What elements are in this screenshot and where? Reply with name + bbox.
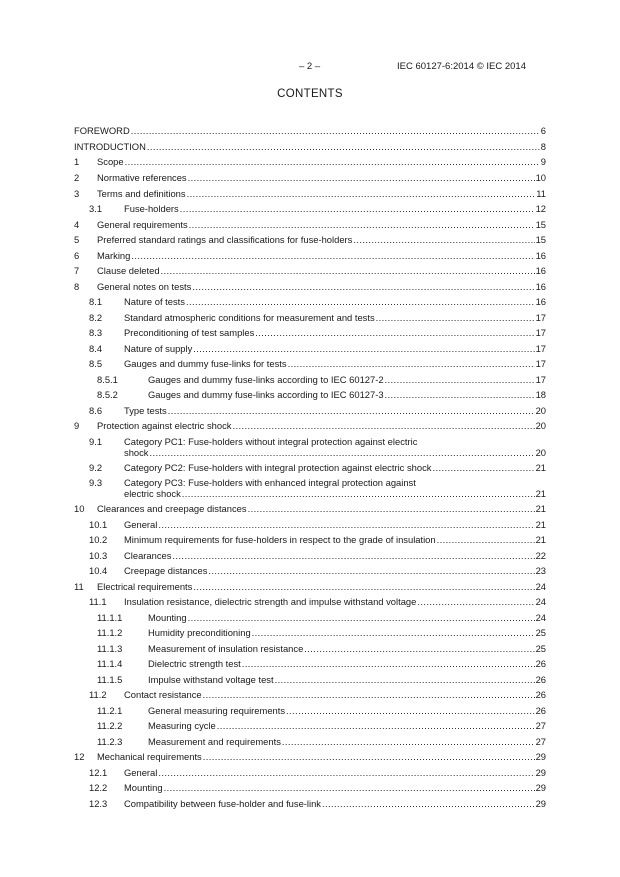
dot-leader (131, 250, 534, 261)
toc-entry-title: General (124, 767, 158, 778)
toc-entry-number: 6 (74, 250, 80, 261)
toc-entry[interactable] (0, 141, 620, 157)
toc-entry-page: 15 (535, 234, 546, 245)
toc-entry[interactable] (0, 203, 620, 219)
toc-entry-number: 11 (74, 581, 84, 592)
toc-entry[interactable] (0, 720, 620, 736)
toc-entry-page: 17 (535, 343, 546, 354)
standard-reference-header: IEC 60127-6:2014 © IEC 2014 (397, 61, 527, 72)
toc-entry-page: 27 (535, 720, 546, 731)
toc-entry-page: 29 (535, 767, 546, 778)
toc-entry-title-continued: shock (124, 447, 149, 458)
dot-leader (187, 188, 536, 199)
dot-leader (304, 643, 534, 654)
dot-leader (189, 219, 535, 230)
toc-entry[interactable] (0, 343, 620, 359)
dot-leader (164, 782, 535, 793)
toc-entry[interactable] (0, 420, 620, 436)
dot-leader (188, 612, 535, 623)
dot-leader (192, 281, 534, 292)
dot-leader (168, 405, 535, 416)
toc-entry[interactable] (0, 550, 620, 566)
toc-entry-page: 17 (535, 358, 546, 369)
toc-entry-page: 21 (535, 519, 546, 530)
dot-leader (158, 767, 534, 778)
toc-entry-page: 24 (535, 612, 546, 623)
toc-entry-number: 9 (74, 420, 80, 431)
toc-entry[interactable] (0, 327, 620, 343)
toc-entry-number: 9.1 (89, 436, 103, 447)
toc-entry-title: Nature of supply (124, 343, 193, 354)
dot-leader (255, 327, 534, 338)
toc-entry-page: 17 (535, 327, 546, 338)
dot-leader (353, 234, 534, 245)
toc-entry-page: 29 (535, 751, 546, 762)
toc-entry-page: 21 (535, 503, 546, 514)
toc-entry[interactable] (0, 374, 620, 390)
toc-entry[interactable] (0, 767, 620, 783)
dot-leader (417, 596, 534, 607)
toc-entry-number: 9.2 (89, 462, 103, 473)
toc-entry-title: Measurement and requirements (148, 736, 281, 747)
toc-entry-title: Gauges and dummy fuse-links for tests (124, 358, 287, 369)
toc-entry-title: Fuse-holders (124, 203, 179, 214)
toc-entry-page: 27 (535, 736, 546, 747)
toc-entry-page: 21 (535, 488, 546, 499)
toc-entry-title: General notes on tests (97, 281, 192, 292)
dot-leader (172, 550, 534, 561)
dot-leader (385, 374, 535, 385)
toc-entry-page: 17 (535, 374, 546, 385)
toc-entry-title: Mounting (148, 612, 187, 623)
toc-entry[interactable] (0, 751, 620, 767)
toc-entry-title: Dielectric strength test (148, 658, 241, 669)
toc-entry-number: 3.1 (89, 203, 103, 214)
toc-entry-number: 8.5 (89, 358, 103, 369)
toc-entry-number: 2 (74, 172, 80, 183)
toc-entry-title: Clause deleted (97, 265, 160, 276)
dot-leader (376, 312, 535, 323)
toc-entry-page: 20 (535, 447, 546, 458)
toc-entry-page: 25 (535, 643, 546, 654)
toc-entry-page: 12 (535, 203, 546, 214)
toc-entry-title: Insulation resistance, dielectric strength and impulse withstand voltage (124, 596, 417, 607)
toc-entry-number: 7 (74, 265, 80, 276)
toc-entry-number: 11.1.4 (97, 658, 123, 669)
toc-entry-title: General requirements (97, 219, 188, 230)
toc-entry-number: 10.2 (89, 534, 108, 545)
toc-entry-number: 4 (74, 219, 80, 230)
toc-entry-number: 8.1 (89, 296, 103, 307)
toc-entry-number: 3 (74, 188, 80, 199)
toc-entry-title: Contact resistance (124, 689, 202, 700)
dot-leader (161, 265, 535, 276)
toc-entry[interactable] (0, 565, 620, 581)
dot-leader (232, 420, 534, 431)
toc-entry-title: Mounting (124, 782, 163, 793)
toc-entry-title: Nature of tests (124, 296, 185, 307)
toc-entry-page: 15 (535, 219, 546, 230)
toc-entry-number: 8.6 (89, 405, 103, 416)
toc-entry[interactable] (0, 782, 620, 798)
toc-entry-number: 8.3 (89, 327, 103, 338)
toc-entry-title: Marking (97, 250, 131, 261)
dot-leader (193, 581, 534, 592)
dot-leader (322, 798, 535, 809)
toc-entry-page: 8 (540, 141, 546, 152)
toc-entry-number: 12.2 (89, 782, 108, 793)
toc-entry-number: 11.2.1 (97, 705, 123, 716)
toc-entry-number: 1 (74, 156, 80, 167)
toc-entry-title: Preferred standard ratings and classifications for fuse-holders (97, 234, 353, 245)
toc-entry-number: 12 (74, 751, 85, 762)
toc-entry-page: 25 (535, 627, 546, 638)
toc-entry[interactable] (0, 477, 620, 505)
toc-entry-number: 8.5.1 (97, 374, 118, 385)
toc-entry[interactable] (0, 234, 620, 250)
toc-entry-number: 8.4 (89, 343, 103, 354)
toc-entry[interactable] (0, 581, 620, 597)
toc-entry[interactable] (0, 405, 620, 421)
dot-leader (186, 296, 535, 307)
toc-entry[interactable] (0, 689, 620, 705)
toc-entry-title: Category PC3: Fuse-holders with enhanced integral protection against (124, 477, 416, 488)
toc-entry-title: Preconditioning of test samples (124, 327, 255, 338)
toc-entry-title: Gauges and dummy fuse-links according to IEC 60127-2 (148, 374, 384, 385)
dot-leader (385, 389, 535, 400)
toc-entry[interactable] (0, 312, 620, 328)
dot-leader (217, 720, 535, 731)
toc-entry[interactable] (0, 172, 620, 188)
toc-entry[interactable] (0, 534, 620, 550)
toc-entry[interactable] (0, 612, 620, 628)
toc-entry-title: Scope (97, 156, 124, 167)
toc-entry[interactable] (0, 265, 620, 281)
toc-entry-page: 22 (535, 550, 546, 561)
toc-entry[interactable] (0, 596, 620, 612)
dot-leader (286, 705, 535, 716)
toc-entry-page: 11 (536, 188, 546, 199)
dot-leader (203, 689, 535, 700)
toc-entry-number: 12.3 (89, 798, 108, 809)
dot-leader (150, 447, 535, 458)
dot-leader (432, 462, 534, 473)
toc-entry-title: Impulse withstand voltage test (148, 674, 274, 685)
toc-entry[interactable] (0, 643, 620, 659)
dot-leader (158, 519, 534, 530)
toc-entry[interactable] (0, 519, 620, 535)
toc-entry-number: 8.2 (89, 312, 103, 323)
toc-entry[interactable] (0, 798, 620, 814)
toc-entry-title-continued: electric shock (124, 488, 181, 499)
toc-entry[interactable] (0, 296, 620, 312)
toc-entry[interactable] (0, 736, 620, 752)
dot-leader (208, 565, 534, 576)
toc-entry-page: 10 (535, 172, 546, 183)
dot-leader (182, 488, 535, 499)
dot-leader (193, 343, 534, 354)
toc-entry[interactable] (0, 674, 620, 690)
toc-entry-number: 9.3 (89, 477, 103, 488)
dot-leader (147, 141, 540, 152)
toc-entry-title: General measuring requirements (148, 705, 286, 716)
toc-entry-page: 21 (535, 534, 546, 545)
toc-entry[interactable] (0, 250, 620, 266)
toc-entry-page: 20 (535, 420, 546, 431)
toc-entry-number: 11.2.2 (97, 720, 123, 731)
toc-entry-number: 11.1.5 (97, 674, 123, 685)
toc-entry-title: Gauges and dummy fuse-links according to IEC 60127-3 (148, 389, 384, 400)
toc-entry-title: Category PC1: Fuse-holders without integral protection against electric (124, 436, 418, 447)
toc-entry-title: Protection against electric shock (97, 420, 232, 431)
dot-leader (288, 358, 535, 369)
dot-leader (203, 751, 535, 762)
toc-entry-title: Humidity preconditioning (148, 627, 251, 638)
toc-entry-title: Terms and definitions (97, 188, 186, 199)
toc-entry-number: 10 (74, 503, 85, 514)
toc-entry-number: 10.3 (89, 550, 108, 561)
toc-entry-number: 11.2.3 (97, 736, 123, 747)
toc-entry[interactable] (0, 219, 620, 235)
toc-entry[interactable] (0, 156, 620, 172)
toc-entry-page: 26 (535, 674, 546, 685)
toc-entry-page: 17 (535, 312, 546, 323)
toc-entry-number: 10.4 (89, 565, 108, 576)
toc-entry-page: 16 (535, 250, 546, 261)
toc-entry-number: 11.2 (89, 689, 107, 700)
toc-entry-page: 26 (535, 689, 546, 700)
toc-entry-page: 16 (535, 265, 546, 276)
toc-entry-title: Compatibility between fuse-holder and fuse-link (124, 798, 321, 809)
toc-entry-number: 11.1 (89, 596, 107, 607)
toc-entry-title: Measuring cycle (148, 720, 216, 731)
dot-leader (131, 125, 540, 136)
toc-entry-page: 29 (535, 782, 546, 793)
dot-leader (242, 658, 535, 669)
dot-leader (180, 203, 535, 214)
toc-entry-title: Clearances (124, 550, 172, 561)
toc-entry[interactable] (0, 705, 620, 721)
dot-leader (252, 627, 535, 638)
toc-entry-number: 11.1.2 (97, 627, 123, 638)
toc-entry-page: 16 (535, 281, 546, 292)
dot-leader (275, 674, 535, 685)
toc-entry-number: 12.1 (89, 767, 108, 778)
toc-entry-title: Mechanical requirements (97, 751, 202, 762)
toc-entry-number: 5 (74, 234, 80, 245)
toc-entry[interactable] (0, 462, 620, 478)
dot-leader (282, 736, 535, 747)
toc-entry-title: Category PC2: Fuse-holders with integral protection against electric shock (124, 462, 432, 473)
toc-entry-title: Clearances and creepage distances (97, 503, 247, 514)
toc-entry-title: Type tests (124, 405, 167, 416)
toc-entry-title: Normative references (97, 172, 187, 183)
page-number-header: – 2 – (299, 61, 321, 72)
toc-entry[interactable] (0, 281, 620, 297)
toc-entry[interactable] (0, 389, 620, 405)
toc-entry[interactable] (0, 627, 620, 643)
toc-entry-number: 8 (74, 281, 80, 292)
toc-entry-page: 23 (535, 565, 546, 576)
toc-entry-title: FOREWORD (74, 125, 130, 136)
toc-entry-page: 16 (535, 296, 546, 307)
toc-entry[interactable] (0, 658, 620, 674)
toc-entry-page: 6 (540, 125, 546, 136)
toc-entry-title: General (124, 519, 158, 530)
toc-entry-page: 18 (535, 389, 546, 400)
toc-entry-title: Measurement of insulation resistance (148, 643, 304, 654)
toc-entry-number: 8.5.2 (97, 389, 118, 400)
toc-entry-number: 11.1.3 (97, 643, 123, 654)
toc-entry-page: 9 (540, 156, 546, 167)
toc-entry-page: 24 (535, 581, 546, 592)
toc-entry-page: 24 (535, 596, 546, 607)
toc-entry[interactable] (0, 436, 620, 464)
toc-entry-page: 21 (535, 462, 546, 473)
toc-entry-page: 29 (535, 798, 546, 809)
dot-leader (437, 534, 535, 545)
toc-entry-number: 11.1.1 (97, 612, 123, 623)
toc-entry[interactable] (0, 188, 620, 204)
toc-entry[interactable] (0, 358, 620, 374)
toc-entry-title: Minimum requirements for fuse-holders in respect to the grade of insulation (124, 534, 436, 545)
toc-entry-title: Creepage distances (124, 565, 208, 576)
dot-leader (125, 156, 540, 167)
toc-entry-page: 20 (535, 405, 546, 416)
toc-entry-number: 10.1 (89, 519, 108, 530)
toc-entry-page: 26 (535, 705, 546, 716)
toc-entry-title: Electrical requirements (97, 581, 193, 592)
dot-leader (188, 172, 535, 183)
dot-leader (248, 503, 535, 514)
toc-entry[interactable] (0, 125, 620, 141)
toc-entry-title: Standard atmospheric conditions for measurement and tests (124, 312, 375, 323)
toc-entry[interactable] (0, 503, 620, 519)
toc-entry-page: 26 (535, 658, 546, 669)
toc-entry-title: INTRODUCTION (74, 141, 146, 152)
page-title: CONTENTS (277, 88, 343, 100)
